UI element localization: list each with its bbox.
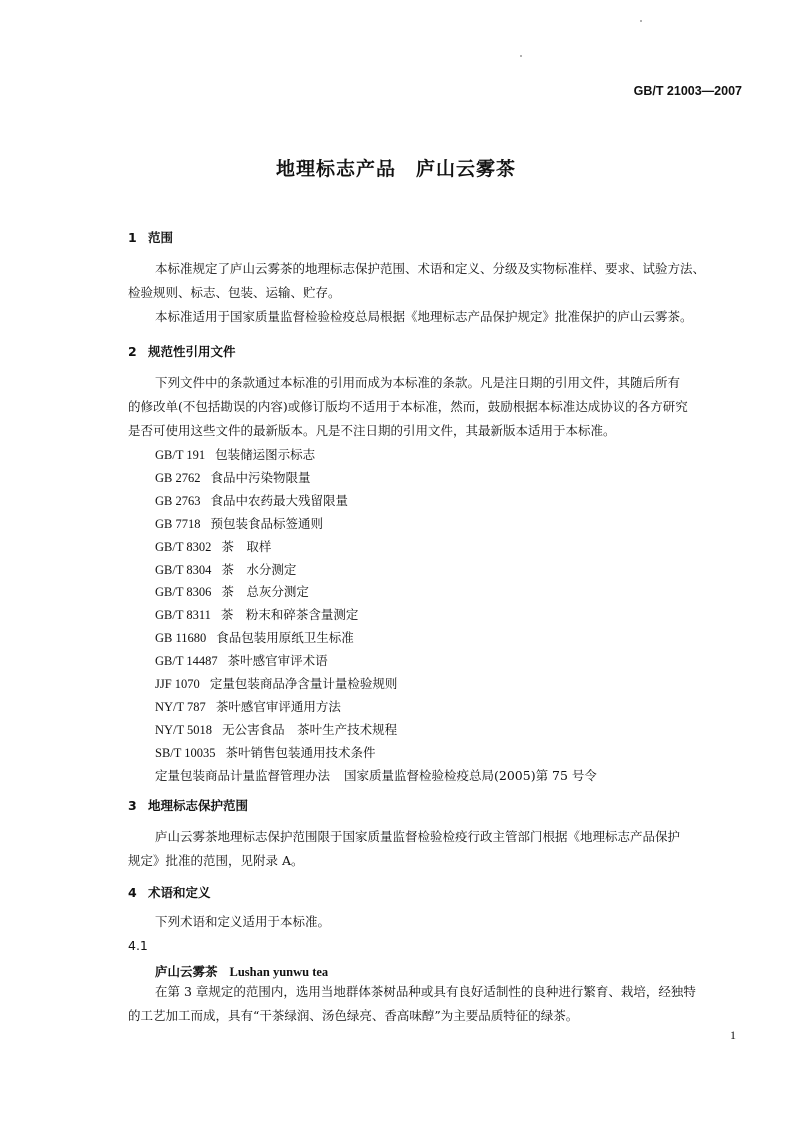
paragraph: 本标准适用于国家质量监督检验检疫总局根据《地理标志产品保护规定》批准保护的庐山云雾茶。 [155, 309, 693, 324]
paragraph: 下列文件中的条款通过本标准的引用而成为本标准的条款。凡是注日期的引用文件，其随后所有 [155, 375, 681, 390]
paragraph: 的修改单(不包括勘误的内容)或修订版均不适用于本标准，然而，鼓励根据本标准达成协议的各方研究 [128, 399, 688, 414]
paragraph: 检验规则、标志、包装、运输、贮存。 [128, 285, 341, 300]
paragraph: 规定》批准的范围，见附录 A。 [128, 853, 304, 868]
reference-item [155, 674, 397, 692]
reference-item [155, 651, 328, 669]
reference-title: 国家质量监督检验检疫总局(2005)第 75 号令 [344, 767, 597, 783]
reference-code: GB/T 14487 [155, 654, 218, 669]
reference-item [155, 560, 296, 578]
reference-title: 茶 粉末和碎茶含量测定 [220, 607, 359, 623]
reference-title: 茶 总灰分测定 [221, 584, 309, 600]
reference-title: 包装储运图示标志 [215, 447, 316, 462]
reference-title: 预包装食品标签通则 [210, 515, 324, 531]
reference-title: 定量包装商品净含量计量检验规则 [209, 676, 398, 691]
paragraph: 本标准规定了庐山云雾茶的地理标志保护范围、术语和定义、分级及实物标准样、要求、试验方法、 [155, 261, 706, 276]
reference-code: NY/T 5018 [155, 722, 213, 737]
reference-title: 茶叶销售包装通用技术条件 [225, 744, 376, 760]
paragraph: 是否可使用这些文件的最新版本。凡是不注日期的引用文件，其最新版本适用于本标准。 [128, 423, 616, 438]
reference-item [155, 605, 358, 623]
reference-title: 茶 水分测定 [221, 561, 297, 577]
reference-code: GB 7718 [155, 516, 201, 531]
reference-code: GB/T 8302 [155, 539, 212, 554]
section-title: 规范性引用文件 [148, 344, 236, 359]
reference-item [155, 537, 271, 555]
reference-item [155, 491, 348, 509]
reference-item [155, 445, 315, 463]
reference-code: GB 2763 [155, 493, 201, 508]
section-4-heading [128, 883, 211, 901]
reference-title: 食品中污染物限量 [210, 469, 311, 485]
reference-title: 茶叶感官审评通用方法 [215, 698, 341, 714]
reference-item [155, 628, 354, 646]
term-entry [155, 962, 328, 980]
term-chinese: 庐山云雾茶 [155, 964, 218, 979]
subsection-number: 4.1 [128, 938, 148, 953]
section-3-heading [128, 796, 248, 814]
section-title: 地理标志保护范围 [148, 798, 249, 813]
paragraph: 下列术语和定义适用于本标准。 [155, 914, 331, 929]
section-number: 2 [128, 344, 137, 359]
section-1-heading [128, 228, 173, 246]
reference-code: GB/T 8306 [155, 585, 212, 600]
paragraph: 在第 3 章规定的范围内，选用当地群体茶树品种或具有良好适制性的良种进行繁育、栽培，经独特 [155, 984, 696, 999]
reference-code: NY/T 787 [155, 699, 206, 714]
reference-code: GB/T 8311 [155, 608, 211, 623]
section-title: 术语和定义 [148, 885, 211, 900]
reference-item [155, 582, 309, 600]
reference-item [155, 514, 323, 532]
reference-item [155, 766, 597, 784]
reference-title: 茶 取样 [221, 538, 272, 554]
reference-title: 茶叶感官审评术语 [227, 653, 328, 669]
reference-code: SB/T 10035 [155, 745, 216, 760]
reference-item [155, 468, 311, 486]
paragraph: 庐山云雾茶地理标志保护范围限于国家质量监督检验检疫行政主管部门根据《地理标志产品保护 [155, 829, 681, 844]
reference-title: 食品包装用原纸卫生标准 [216, 630, 354, 646]
reference-code: 定量包装商品计量监督管理办法 [155, 767, 331, 783]
reference-code: JJF 1070 [155, 677, 200, 691]
document-title: 地理标志产品 庐山云雾茶 [275, 158, 516, 180]
term-english: Lushan yunwu tea [229, 965, 329, 979]
section-number: 1 [128, 230, 137, 245]
scan-speck [520, 55, 522, 57]
reference-code: GB 11680 [155, 631, 207, 646]
section-number: 3 [128, 798, 137, 813]
page-number: 1 [730, 1028, 736, 1042]
reference-item [155, 743, 376, 761]
reference-code: GB 2762 [155, 470, 201, 485]
section-number: 4 [128, 885, 137, 900]
reference-title: 无公害食品 茶叶生产技术规程 [222, 721, 398, 737]
scan-speck [640, 20, 642, 22]
paragraph: 的工艺加工而成，具有“干茶绿润、汤色绿亮、香高味醇”为主要品质特征的绿茶。 [128, 1008, 579, 1023]
reference-code: GB/T 191 [155, 448, 206, 462]
reference-item [155, 720, 397, 738]
reference-title: 食品中农药最大残留限量 [210, 492, 349, 508]
reference-code: GB/T 8304 [155, 562, 212, 577]
reference-item [155, 697, 341, 715]
standard-code: GB/T 21003—2007 [633, 84, 742, 98]
section-title: 范围 [148, 230, 174, 245]
section-2-heading [128, 342, 236, 360]
